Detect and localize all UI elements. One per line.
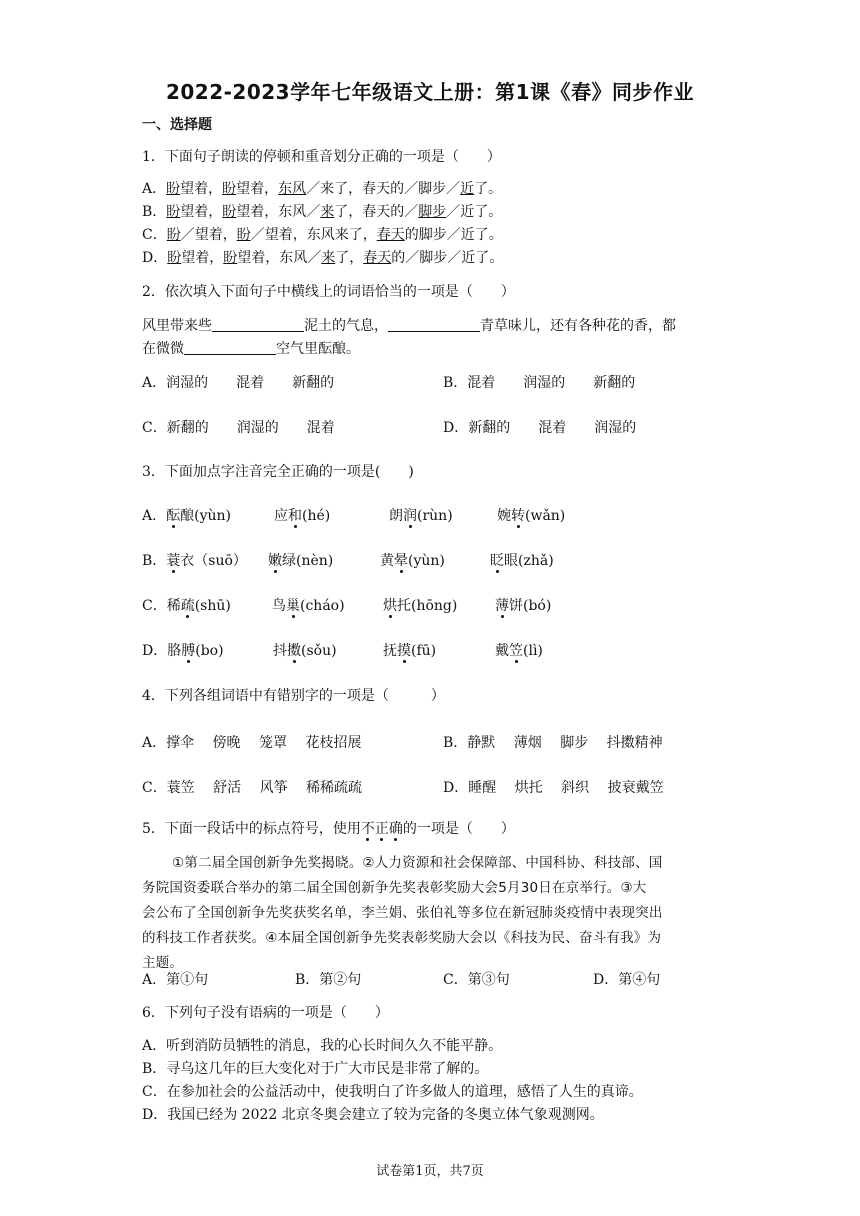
question-3-option-c-2: 鸟巢(cháo) xyxy=(272,598,345,614)
question-3-option-c-1: C．稀疏(shū) xyxy=(142,598,231,614)
question-2-option-c: C．新翻的 润湿的 混着 xyxy=(142,420,335,436)
question-4-option-c: C．蓑笠 舒活 风筝 稀稀疏疏 xyxy=(142,780,363,796)
question-2-stem: 2．依次填入下面句子中横线上的词语恰当的一项是（ ） xyxy=(142,284,515,300)
answer-blank xyxy=(212,317,304,332)
question-3-option-a-2: 应和(hé) xyxy=(274,508,331,524)
question-3-option-b-3: 黄晕(yùn) xyxy=(380,553,445,569)
question-1-option-a: A．盼望着，盼望着，东风／来了，春天的／脚步／近了。 xyxy=(142,181,503,197)
question-2-option-a: A．润湿的 混着 新翻的 xyxy=(142,375,335,391)
question-6-option-b: B．寻乌这几年的巨大变化对于广大市民是非常了解的。 xyxy=(142,1061,489,1077)
question-1-option-d: D．盼望着，盼望着，东风／来了，春天的／脚步／近了。 xyxy=(142,250,504,266)
question-5-option-a: A．第①句 xyxy=(142,972,209,988)
answer-blank xyxy=(184,340,276,355)
question-4-option-d: D．睡醒 烘托 斜织 披衰戴笠 xyxy=(443,780,664,796)
question-5-option-c: C．第③句 xyxy=(443,972,510,988)
question-5-option-b: B．第②句 xyxy=(295,972,362,988)
question-3-option-d-4: 戴笠(lì) xyxy=(495,643,543,659)
question-5-option-d: D．第④句 xyxy=(593,972,661,988)
question-1-option-c: C．盼／望着，盼／望着，东风来了，春天的脚步／近了。 xyxy=(142,227,503,243)
question-1-stem: 1．下面句子朗读的停顿和重音划分正确的一项是（ ） xyxy=(142,149,501,165)
question-6-option-d: D．我国已经为 2022 北京冬奥会建立了较为完备的冬奥立体气象观测网。 xyxy=(142,1107,604,1123)
question-3-option-c-3: 烘托(hōng) xyxy=(383,598,458,614)
question-3-stem: 3．下面加点字注音完全正确的一项是( ) xyxy=(142,464,414,480)
question-3-option-b-2: 嫩绿(nèn) xyxy=(268,553,334,569)
question-3-option-c-4: 薄饼(bó) xyxy=(495,598,552,614)
question-5-stem: 5．下面一段话中的标点符号，使用不正确的一项是（ ） xyxy=(142,821,515,837)
question-3-option-b-4: 眨眼(zhǎ) xyxy=(490,553,554,569)
question-3-option-a-1: A．酝酿(yùn) xyxy=(142,508,231,524)
question-2-option-b: B．混着 润湿的 新翻的 xyxy=(443,375,636,391)
question-6-option-a: A．听到消防员牺牲的消息，我的心长时间久久不能平静。 xyxy=(142,1038,503,1054)
question-6-stem: 6．下列句子没有语病的一项是（ ） xyxy=(142,1005,389,1021)
question-6-option-c: C．在参加社会的公益活动中，使我明白了许多做人的道理，感悟了人生的真谛。 xyxy=(142,1084,643,1100)
question-3-option-b-1: B．蓑衣（suō） xyxy=(142,553,247,569)
question-3-option-a-3: 朗润(rùn) xyxy=(389,508,453,524)
question-4-option-a: A．撑伞 傍晚 笼罩 花枝招展 xyxy=(142,735,362,751)
section-heading: 一、选择题 xyxy=(142,117,212,133)
question-5-passage: ①第二届全国创新争先奖揭晓。②人力资源和社会保障部、中国科协、科技部、国 务院国资委联合举办的第二届全国创新争先奖表彰奖励大会5月30日在京举行。③大 会公布了全国创新争先奖获奖名单，李兰娟、张伯礼等多位在新冠肺炎疫情中表现突出 的科技工作者获奖。④本届全国创新争先奖表彰奖励大会以《科技为民、奋斗有我》为 主题。 xyxy=(142,855,663,971)
question-4-stem: 4．下列各组词语中有错别字的一项是（ ） xyxy=(142,688,445,704)
page-footer: 试卷第1页，共7页 xyxy=(376,1164,484,1179)
question-3-option-d-1: D．胳膊(bo) xyxy=(142,643,224,659)
answer-blank xyxy=(388,317,480,332)
page-title: 2022-2023学年七年级语文上册：第1课《春》同步作业 xyxy=(165,80,695,104)
question-4-option-b: B．静默 薄烟 脚步 抖擞精神 xyxy=(443,735,663,751)
question-1-option-b: B．盼望着，盼望着，东风／来了，春天的／脚步／近了。 xyxy=(142,204,503,220)
question-2-option-d: D．新翻的 混着 润湿的 xyxy=(443,420,637,436)
question-2-sentence-line1: 风里带来些 泥土的气息， 青草味儿，还有各种花的香，都 xyxy=(142,318,676,334)
question-3-option-a-4: 婉转(wǎn) xyxy=(497,508,566,524)
question-2-sentence-line2: 在微微 空气里酝酿。 xyxy=(142,341,360,357)
question-3-option-d-2: 抖擞(sǒu) xyxy=(273,643,337,659)
question-3-option-d-3: 抚摸(fū) xyxy=(383,643,437,659)
